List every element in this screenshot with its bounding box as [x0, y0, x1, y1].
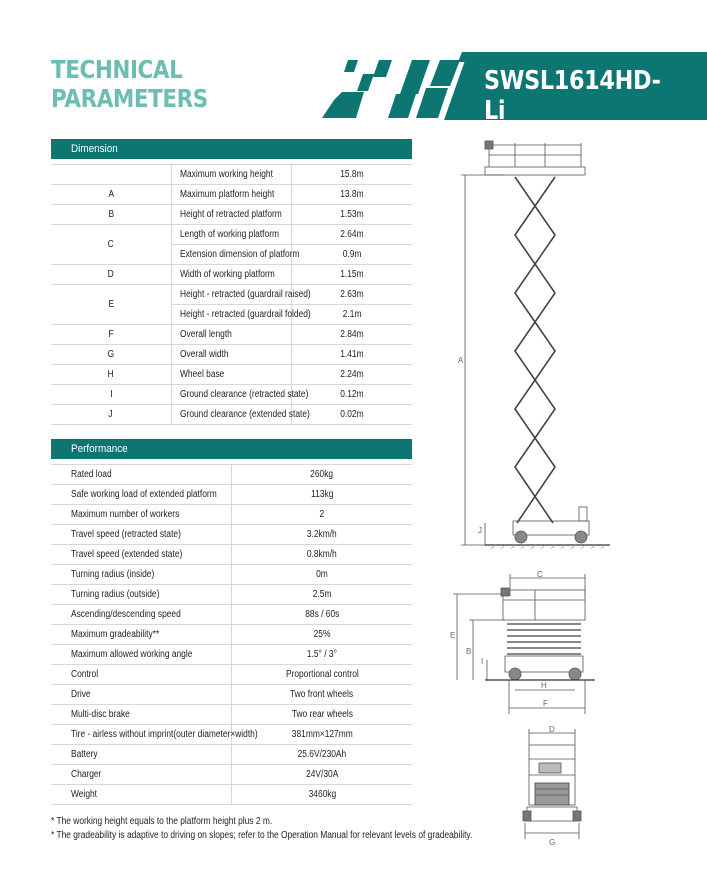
- table-row: Maximum gradeability** 25%: [51, 625, 412, 645]
- table-row: Control Proportional control: [51, 665, 412, 685]
- table-row: Maximum number of workers 2: [51, 505, 412, 525]
- title-line-2: PARAMETERS: [51, 84, 208, 113]
- dim-label-e: E: [450, 631, 456, 640]
- dim-label-d: D: [549, 725, 555, 734]
- stripe-decoration: [430, 60, 460, 86]
- dimension-table: [51, 159, 412, 425]
- table-row: A Maximum platform height 13.8m: [51, 185, 412, 205]
- front-view-drawing: [515, 725, 590, 857]
- dim-label-b: B: [466, 647, 472, 656]
- stripe-decoration: [344, 60, 358, 72]
- stripe-decoration: [400, 60, 430, 94]
- title-line-1: TECHNICAL: [51, 55, 183, 84]
- stripe-decoration: [357, 74, 374, 91]
- footnote: * The working height equals to the platform height plus 2 m.: [51, 816, 273, 827]
- table-row: Maximum working height 15.8m: [51, 165, 412, 185]
- dim-label-j: J: [478, 526, 482, 535]
- retracted-lift-drawing: [445, 568, 615, 718]
- table-row: Travel speed (retracted state) 3.2km/h: [51, 525, 412, 545]
- table-row: J Ground clearance (extended state) 0.02m: [51, 405, 412, 425]
- table-row: Extension dimension of platform 0.9m: [51, 245, 412, 265]
- table-row: Tire - airless without imprint(outer diameter×width) 381mm×127mm: [51, 725, 412, 745]
- table-row: Safe working load of extended platform 113kg: [51, 485, 412, 505]
- table-row: Multi-disc brake Two rear wheels: [51, 705, 412, 725]
- table-row: F Overall length 2.84m: [51, 325, 412, 345]
- dimension-section: [51, 139, 412, 425]
- table-row: B Height of retracted platform 1.53m: [51, 205, 412, 225]
- dimension-heading: Dimension: [51, 139, 412, 159]
- performance-table: [51, 459, 412, 805]
- table-row: Rated load 260kg: [51, 465, 412, 485]
- table-row: Weight 3460kg: [51, 785, 412, 805]
- table-row: E Height - retracted (guardrail raised) 2.63m: [51, 285, 412, 305]
- dim-label-h: H: [541, 681, 547, 690]
- table-row: G Overall width 1.41m: [51, 345, 412, 365]
- table-row: C Length of working platform 2.64m: [51, 225, 412, 245]
- table-row: Turning radius (outside) 2.5m: [51, 585, 412, 605]
- dim-label-a: A: [458, 356, 464, 365]
- table-row: Maximum allowed working angle 1.5° / 3°: [51, 645, 412, 665]
- table-row: H Wheel base 2.24m: [51, 365, 412, 385]
- footnotes: [51, 815, 553, 843]
- performance-heading: Performance: [51, 439, 412, 459]
- table-row: Height - retracted (guardrail folded) 2.1m: [51, 305, 412, 325]
- model-name: SWSL1614HD-Li: [484, 66, 661, 126]
- table-row: Drive Two front wheels: [51, 685, 412, 705]
- table-row: Charger 24V/30A: [51, 765, 412, 785]
- page-title: [51, 55, 208, 113]
- table-row: Ascending/descending speed 88s / 60s: [51, 605, 412, 625]
- stripe-decoration: [373, 60, 392, 77]
- extended-lift-drawing: [455, 135, 625, 555]
- table-row: D Width of working platform 1.15m: [51, 265, 412, 285]
- dim-label-g: G: [549, 838, 556, 847]
- dim-label-i: I: [481, 657, 484, 666]
- table-row: Battery 25.6V/230Ah: [51, 745, 412, 765]
- footnote: * The gradeability is adaptive to driving on slopes; refer to the Operation Manual for relevant levels of gradeability.: [51, 830, 473, 841]
- stripe-decoration: [388, 94, 416, 118]
- table-row: I Ground clearance (retracted state) 0.12m: [51, 385, 412, 405]
- stripe-decoration: [416, 88, 448, 118]
- table-row: Turning radius (inside) 0m: [51, 565, 412, 585]
- dim-label-c: C: [537, 570, 543, 579]
- dim-label-f: F: [543, 699, 548, 708]
- stripe-decoration: [322, 92, 364, 118]
- performance-section: [51, 439, 412, 805]
- table-row: Travel speed (extended state) 0.8km/h: [51, 545, 412, 565]
